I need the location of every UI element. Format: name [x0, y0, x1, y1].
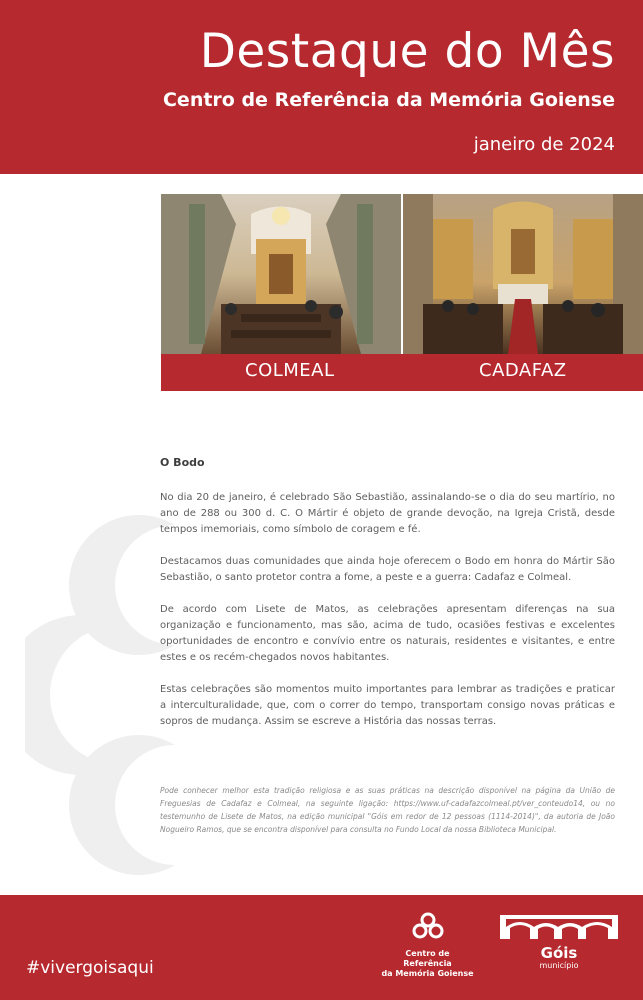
- gois-logo-name: Góis: [540, 944, 578, 962]
- crmg-knot-icon: [411, 911, 445, 945]
- issue-date: janeiro de 2024: [473, 134, 615, 155]
- article-paragraph-2: Destacamos duas comunidades que ainda hoje oferecem o Bodo em honra do Mártir São Sebastião, o santo protetor contra a fome, a peste e a guerra: Cadafaz e Colmeal.: [160, 556, 615, 583]
- page-title: Destaque do Mês: [199, 24, 615, 79]
- reference-note: Pode conhecer melhor esta tradição religiosa e as suas práticas na descrição disponível na página da União de Freguesias de Cadafaz e Colmeal, na seguinte ligação: https://www.uf-cadafazcolmeal.pt/ver_conteudo14, ou no testemunho de Lisete de Matos, na edição municipal "Góis em redor de 12 pessoas (1114-2014)", da autoria de João Nogueiro Ramos, que se encontra disponível para consulta no Fundo Local da nossa Biblioteca Municipal.: [160, 786, 615, 834]
- article-paragraph-1: No dia 20 de janeiro, é celebrado São Sebastião, assinalando-se o dia do seu martírio, no ano de 288 ou 300 d. C. O Mártir é objeto de grande devoção, na Igreja Cristã, desde tempos imemoriais, como símbolo de coragem e fé.: [160, 492, 615, 535]
- page-subtitle: Centro de Referência da Memória Goiense: [162, 89, 615, 111]
- caption-cadafaz: CADAFAZ: [479, 360, 567, 381]
- header-banner: [0, 0, 643, 174]
- article-paragraph-4: Estas celebrações são momentos muito importantes para lembrar as tradições e praticar a interculturalidade, que, com o correr do tempo, transportam consigo novas práticas e sopros de mudança. Assim se escreve a História das nossas terras.: [160, 684, 615, 727]
- church-photos: [161, 194, 643, 391]
- gois-logo-sub: município: [539, 961, 579, 970]
- crmg-logo-line2: da Memória Goiense: [381, 969, 474, 978]
- crmg-logo-line1: Centro de Referência: [403, 949, 452, 968]
- caption-colmeal: COLMEAL: [245, 360, 335, 381]
- photo-caption-bar: [161, 354, 643, 391]
- gois-bridge-icon: [500, 913, 618, 939]
- hashtag: #vivergoisaqui: [26, 958, 154, 978]
- article: [160, 456, 615, 746]
- article-paragraph-3: De acordo com Lisete de Matos, as celebrações apresentam diferenças na sua organização e funcionamento, mas são, acima de tudo, ocasiões festivas e excelentes oportunidades de encontro e convívio entre os naturais, residentes e visitantes, e entre estes e os recém-chegados novos habitantes.: [160, 604, 615, 663]
- crmg-logo: [380, 911, 475, 979]
- gois-logo: [500, 913, 618, 970]
- colmeal-church-photo: [161, 194, 401, 354]
- footer-banner: [0, 895, 643, 1000]
- cadafaz-church-photo: [403, 194, 643, 354]
- article-title: O Bodo: [160, 456, 205, 469]
